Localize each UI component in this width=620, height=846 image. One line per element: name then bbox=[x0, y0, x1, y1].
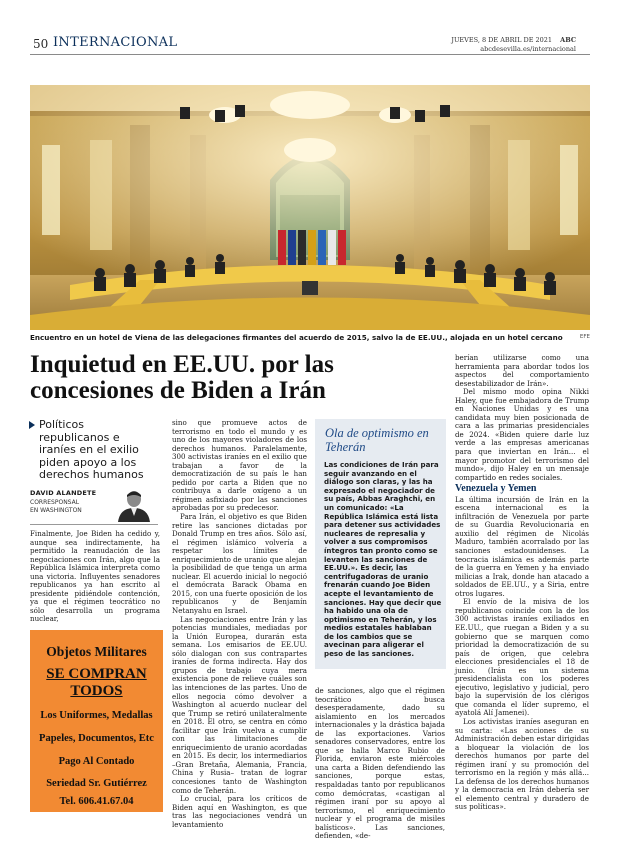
paragraph: Las negociaciones entre Irán y las potencias mundiales, mediadas por la Unión Europea, durarán esta semana. Los emisarios de EE.UU. sólo dialogan con sus contrapartes iraníes de forma indirecta. Hay dos grupos de trabajo cuya mera existencia pone de relieve cuáles son las intenciones de las partes. Uno de ellos negocia cómo devolver a Washington al acuerdo nuclear del que Trump se retiró unilateralmente en 2018. El otro, se centra en cómo facilitar que Irán vuelva a cumplir con las limitaciones de enriquecimiento de uranio acordadas en 2015. Es decir, los intermediarios –Gran Bretaña, Alemania, Francia, China y Rusia– tratan de lograr concesiones tanto de Washington como de Teherán. bbox=[172, 614, 307, 795]
news-photo bbox=[30, 85, 590, 330]
section-url[interactable]: abcdesevilla.es/internacional bbox=[480, 44, 576, 53]
paragraph: Del mismo modo opina Nikki Haley, que fue embajadora de Trump en Naciones Unidas y es una candidata muy bien posicionada de cara a las primarias presidenciales de 2024. «Biden quiere darle luz verde a las empresas americanas para que inviertan en Irán... el mayor promotor del terrorismo del mundo», dijo Haley en un mensaje compartido en redes sociales. bbox=[455, 387, 589, 482]
date-text: JUEVES, 8 DE ABRIL DE 2021 bbox=[451, 36, 553, 44]
brand-label: ABC bbox=[560, 36, 576, 44]
ad-line-5: Papeles, Documentos, Etc bbox=[39, 733, 154, 744]
author-role-line1: CORRESPONSAL bbox=[30, 499, 80, 506]
subheadline-text: Políticos republicanos e iraníes en el exilio piden apoyo a los derechos humanos bbox=[39, 418, 144, 481]
photo-caption: Encuentro en un hotel de Viena de las delegaciones firmantes del acuerdo de 2015, salvo la de EE.UU., alojada en un hotel cercano bbox=[30, 333, 563, 342]
author-role-line2: EN WASHINGTON bbox=[30, 507, 82, 514]
author-portrait-icon bbox=[112, 486, 152, 522]
paragraph: sino que promueve actos de terrorismo en todo el mundo y es uno de los mayores violadores de los derechos humanos. Paralelamente, 300 activistas iraníes en el exilio que trabajan a favor de la democratización de su país le han pedido por carta a Biden que no contribuya a darle oxígeno a un régimen asfixiado por las sanciones aprobadas por su predecesor. bbox=[172, 418, 307, 513]
paragraph: Lo crucial, para los críticos de Biden aquí en Washington, es que tras las negociaciones vendrá un levantamiento bbox=[172, 794, 307, 829]
photo-credit: EFE bbox=[579, 334, 590, 340]
author-name: DAVID ALANDETE bbox=[30, 489, 97, 497]
paragraph: berían utilizarse como una herramienta para abordar todos los aspectos del comportamiento desestabilizador de Irán». bbox=[455, 353, 589, 388]
paragraph: Finalmente, Joe Biden ha cedido y, aunque sea indirectamente, ha permitido la reanudación de las negociaciones con Irán, algo que la República Islámica interpreta como una victoria. Influyentes senadores republicanos ya han escrito al presidente pidiéndole contención, ya que el régimen teocrático no sólo desarrolla un programa nuclear, bbox=[30, 529, 160, 624]
ad-line-7: Seriedad Sr. Gutiérrez bbox=[46, 778, 147, 789]
author-divider bbox=[30, 524, 158, 525]
ad-phone[interactable]: Tel. 606.41.67.04 bbox=[59, 796, 134, 807]
author-avatar bbox=[112, 486, 152, 522]
ad-line-3: TODOS bbox=[70, 683, 123, 699]
sidebar-body: Las condiciones de Irán para seguir avanzando en el diálogo son claras, y las ha expresado el negociador de su país, Abbas Araghchi, en un comunicado: «La República Islámica está lista para detener sus actividades nucleares de represalia y volver a sus compromisos íntegros tan pronto como se levanten las sanciones de EE.UU.». Es decir, las centrifugadoras de uranio frenarán cuando Joe Biden acepte el levantamiento de sanciones. Hay que decir que ha habido una ola de optimismo en Teherán, y los medios estatales hablaban de los cambios que se avecinan para aligerar el peso de las sanciones. bbox=[324, 460, 442, 659]
ad-line-2: SE COMPRAN bbox=[46, 666, 147, 682]
ad-line-4: Los Uniformes, Medallas bbox=[40, 710, 153, 721]
page-number: 50 bbox=[33, 37, 49, 51]
paragraph: El envío de la misiva de los republicanos coincide con la de los 300 activistas iraníes exiliados en EE.UU., que ruegan a Biden y a su gobierno que se marquen como prioridad la democratización de su país de origen, que celebra elecciones presidenciales el 18 de junio. (Irán es un sistema presidencialista con los poderes ejecutivo, legislativo y judicial, pero bajo la supervisión de los clérigos que comanda el líder supremo, el ayatolá Alí Jamenei). bbox=[455, 597, 589, 718]
triangle-bullet-icon bbox=[29, 421, 35, 429]
article-column-2 bbox=[172, 419, 307, 829]
ad-line-1: Objetos Militares bbox=[46, 644, 147, 659]
author-role bbox=[30, 499, 82, 515]
headline: Inquietud en EE.UU. por las concesiones de Biden a Irán bbox=[30, 351, 334, 404]
paragraph: de sanciones, algo que el régimen teocrático busca desesperadamente, dado su aislamiento en los mercados internacionales y la drástica bajada de las exportaciones. Varios senadores conservadores, entre los que se halla Marco Rubio de Florida, enviaron este miércoles una carta a Biden defendiendo las sanciones, porque estas, respaldadas tanto por republicanos como demócratas, «castigan al régimen iraní por su apoyo al terrorismo, el enriquecimiento nuclear y el programa de misiles balísticos». Las sanciones, defienden, «de- bbox=[315, 686, 445, 841]
article-column-4 bbox=[455, 354, 589, 812]
classified-ad bbox=[30, 630, 163, 812]
paragraph: La última incursión de Irán en la escena internacional es la infiltración de Venezuela por parte de su Guardia Revolucionaria en auxilio del régimen de Nicolás Maduro, también acorralado por las sanciones estadounidenses. La teocracia islámica es además parte de la guerra en Yemen y ha enviado milicias a Irak, donde han atacado a soldados de EE.UU., y a Siria, entre otros lugares. bbox=[455, 494, 589, 598]
paragraph: Para Irán, el objetivo es que Biden retire las sanciones dictadas por Donald Trump en tres años. Sólo así, el régimen islámico volvería a respetar los límites de enriquecimiento de uranio que alejan la posibilidad de que tenga un arma nuclear. El acuerdo inicial lo negoció el demócrata Barack Obama en 2015, con una fuerte oposición de los republicanos y de Benjamín Netanyahu en Israel. bbox=[172, 512, 307, 616]
sidebar-title: Ola de optimismo en Teherán bbox=[325, 426, 429, 454]
header-date bbox=[451, 36, 576, 53]
vienna-hall-illustration bbox=[30, 85, 590, 330]
section-subtitle: Venezuela y Yemen bbox=[455, 483, 537, 495]
header-rule bbox=[30, 54, 590, 55]
article-column-3 bbox=[315, 687, 445, 841]
subheadline bbox=[30, 419, 155, 482]
article-column-1 bbox=[30, 530, 160, 624]
section-title: INTERNACIONAL bbox=[53, 35, 178, 50]
ad-line-6: Pago Al Contado bbox=[58, 756, 135, 767]
paragraph: Los activistas iraníes aseguran en su carta: «Las acciones de su Administración deben estar dirigidas a bloquear la violación de los derechos humanos por parte del régimen iraní y su promoción del terrorismo en la región y más allá... La defensa de los derechos humanos y la democracia en Irán debería ser el elemento central y duradero de sus políticas». bbox=[455, 716, 589, 812]
